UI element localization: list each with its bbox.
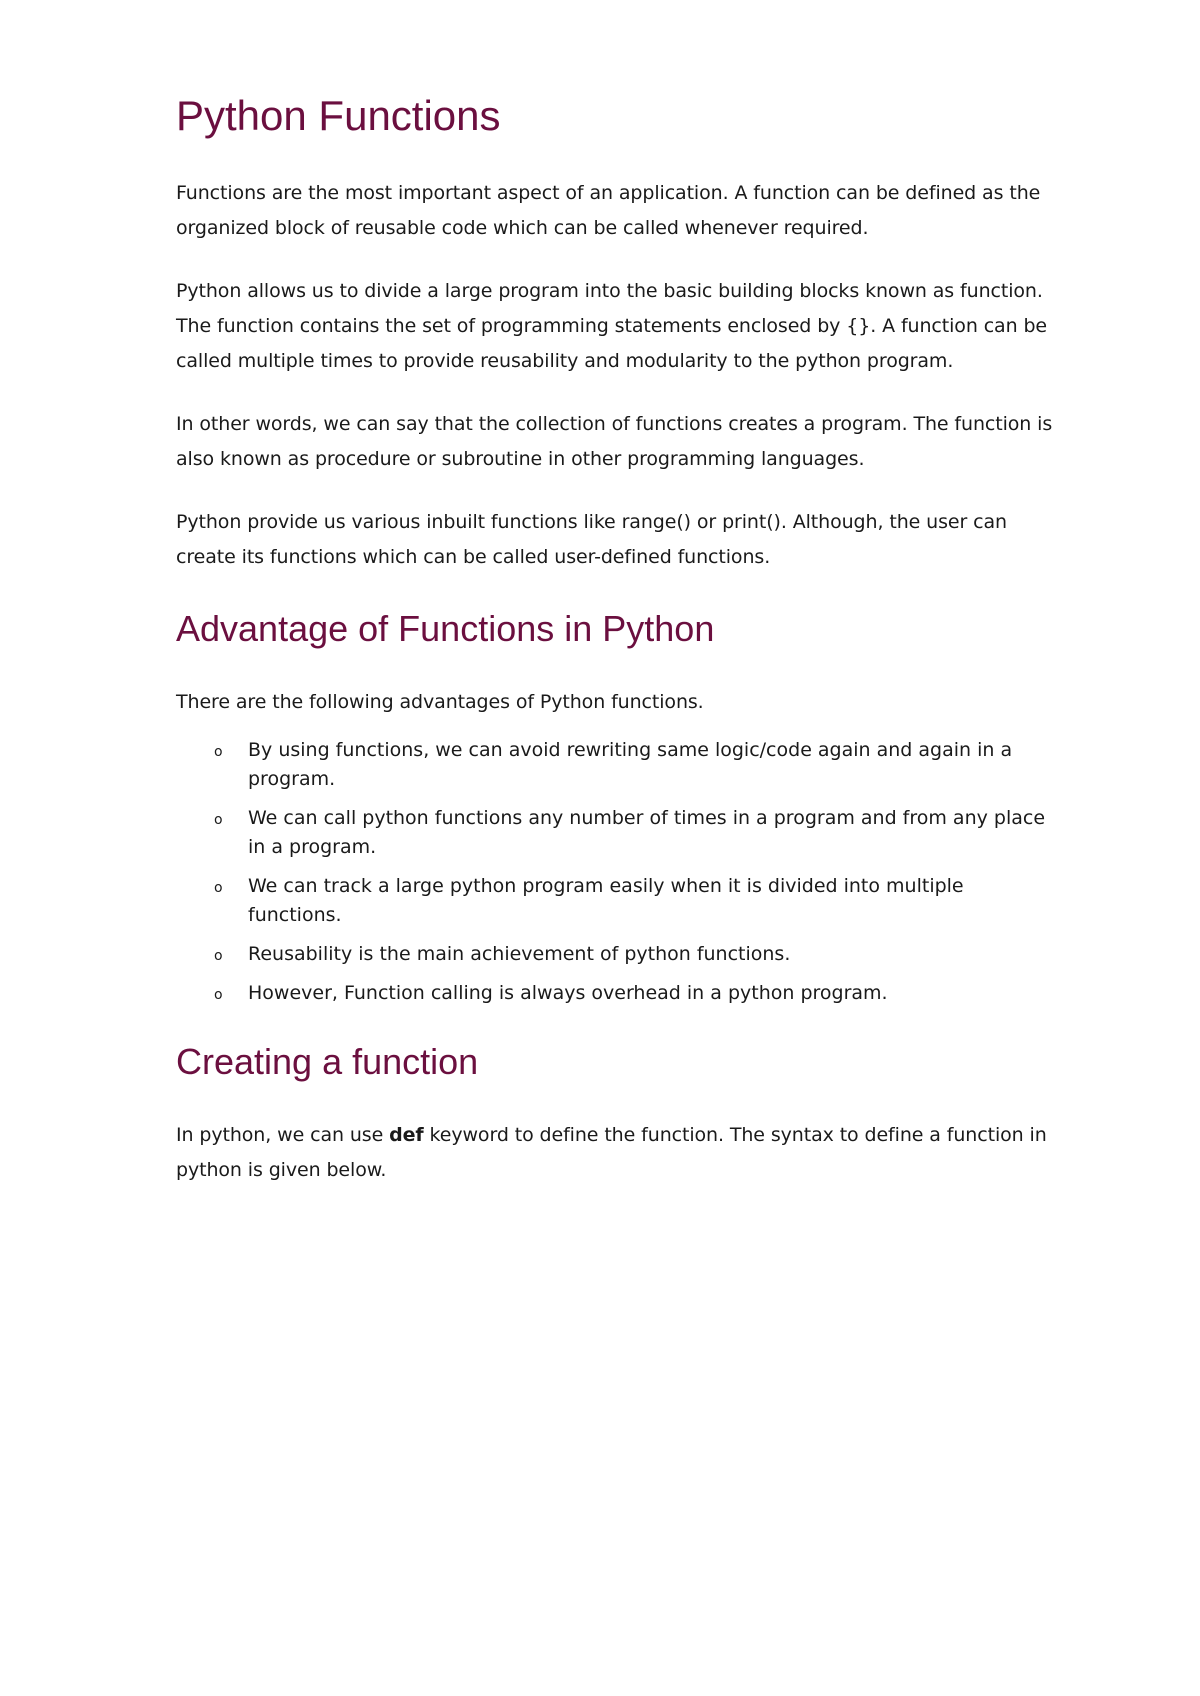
bullet-icon: o	[214, 987, 223, 1003]
list-item	[176, 940, 1056, 969]
document-page	[176, 84, 1056, 1216]
list-item	[176, 804, 1056, 862]
bullet-icon: o	[214, 948, 223, 964]
bullet-icon: o	[214, 880, 223, 896]
list-item	[176, 736, 1056, 794]
list-item-text: However, Function calling is always overhead in a python program.	[248, 982, 888, 1004]
bullet-icon: o	[214, 744, 223, 760]
advantages-intro: There are the following advantages of Python functions.	[176, 691, 704, 713]
advantages-heading: Advantage of Functions in Python	[176, 608, 715, 649]
list-item-text: By using functions, we can avoid rewriting same logic/code again and again in a program.	[248, 739, 1013, 790]
intro-paragraph-3: In other words, we can say that the collection of functions creates a program. The function is also known as procedure or subroutine in other programming languages.	[176, 413, 1053, 470]
intro-paragraph-4: Python provide us various inbuilt functions like range() or print(). Although, the user can create its functions which can be called user-defined functions.	[176, 511, 1007, 568]
creating-text-before: In python, we can use	[176, 1124, 390, 1146]
def-keyword: def	[389, 1124, 424, 1146]
bullet-icon: o	[214, 812, 223, 828]
list-item-text: Reusability is the main achievement of python functions.	[248, 943, 791, 965]
intro-paragraph-2: Python allows us to divide a large program into the basic building blocks known as function. The function contains the set of programming statements enclosed by {}. A function can be called multiple times to provide reusability and modularity to the python program.	[176, 280, 1048, 372]
creating-heading: Creating a function	[176, 1041, 479, 1082]
list-item-text: We can track a large python program easily when it is divided into multiple functions.	[248, 875, 964, 926]
creating-text-after: keyword to define the function. The syntax to define a function in python is given below.	[176, 1124, 1047, 1181]
list-item	[176, 872, 1056, 930]
page-title: Python Functions	[176, 92, 501, 139]
creating-paragraph	[176, 1118, 1056, 1188]
advantages-list	[176, 736, 1056, 1008]
list-item-text: We can call python functions any number of times in a program and from any place in a program.	[248, 807, 1046, 858]
list-item	[176, 979, 1056, 1008]
intro-paragraph-1: Functions are the most important aspect of an application. A function can be defined as the organized block of reusable code which can be called whenever required.	[176, 182, 1041, 239]
